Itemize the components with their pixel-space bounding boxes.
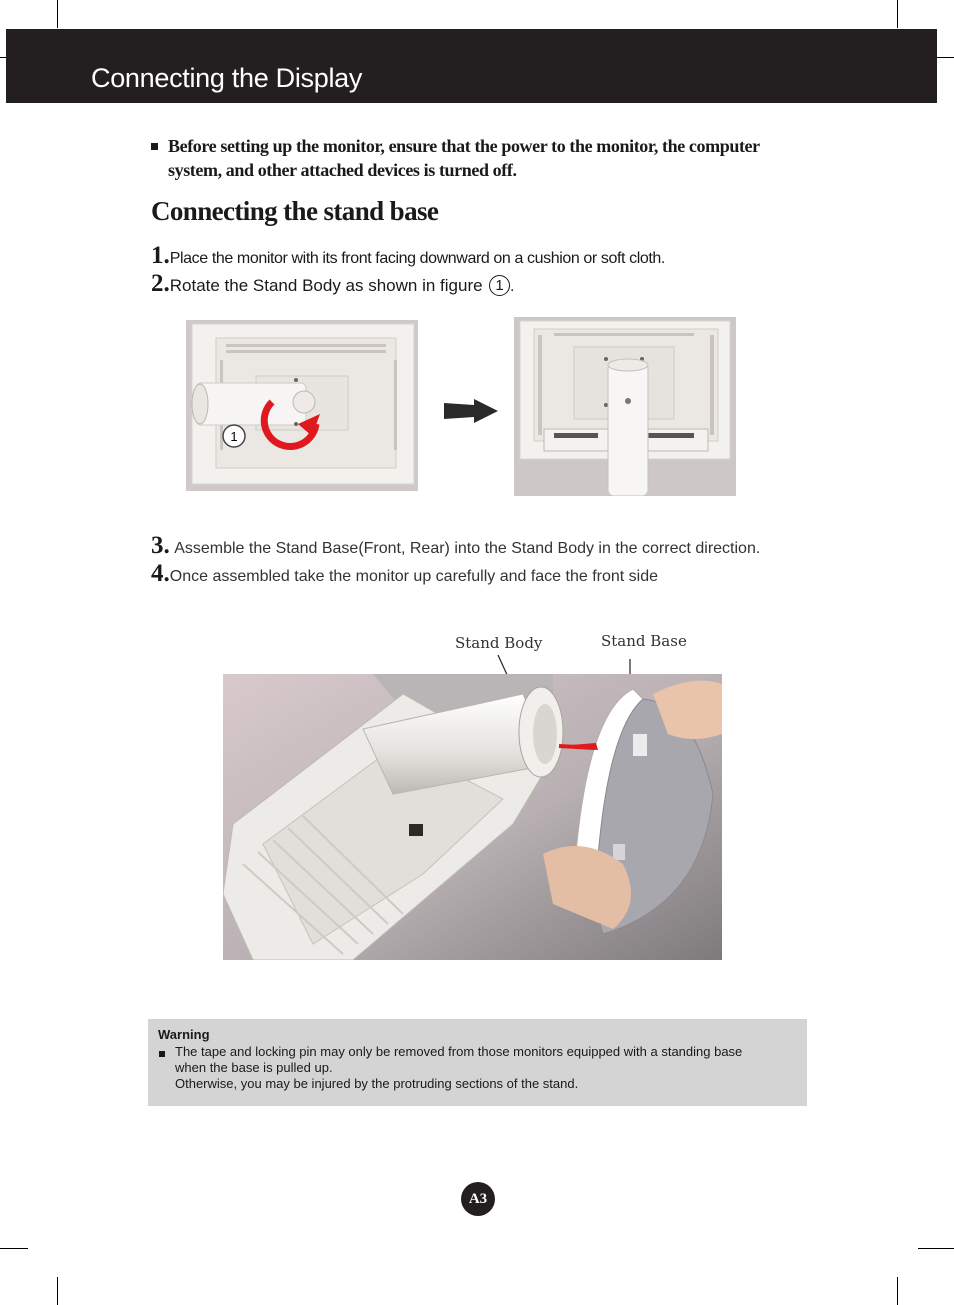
- step-text: Assemble the Stand Base(Front, Rear) into the Stand Body in the correct direction.: [174, 540, 761, 557]
- section-title: Connecting the stand base: [151, 196, 439, 226]
- crop-mark: [0, 1248, 28, 1249]
- warning-line: when the base is pulled up.: [175, 1060, 333, 1075]
- step-1: [151, 242, 665, 270]
- page-title: Connecting the Display: [91, 63, 363, 93]
- label-stand-base: Stand Base: [601, 632, 687, 650]
- step-2: [151, 270, 514, 298]
- notice-text: Before setting up the monitor, ensure that the power to the monitor, the computer system, and other attached devices is turned off.: [168, 136, 760, 180]
- crop-mark: [937, 57, 954, 58]
- step-suffix: .: [510, 278, 515, 295]
- step-text: Rotate the Stand Body as shown in figure: [169, 276, 483, 295]
- crop-mark: [918, 1248, 954, 1249]
- warning-line: The tape and locking pin may only be removed from those monitors equipped with a standing base: [175, 1044, 743, 1059]
- step-text: Once assembled take the monitor up carefully and face the front side: [169, 568, 659, 585]
- step-text: Place the monitor with its front facing downward on a cushion or soft cloth.: [169, 250, 665, 267]
- step-number: 1.: [151, 242, 170, 269]
- right-arrow-icon: [444, 399, 498, 423]
- page-number-badge: A3: [461, 1182, 495, 1216]
- figure-rotate-after: [514, 317, 736, 496]
- crop-mark: [57, 0, 58, 28]
- crop-mark: [897, 0, 898, 28]
- header-bar: [6, 29, 937, 103]
- crop-mark: [57, 1277, 58, 1305]
- figure-ref-badge: 1: [489, 275, 510, 296]
- step-number: 4.: [151, 560, 170, 587]
- warning-box: [148, 1019, 807, 1106]
- figure-marker: 1: [230, 429, 238, 444]
- figure-assemble-stand: [223, 674, 722, 960]
- label-stand-body: Stand Body: [455, 634, 543, 652]
- step-3: [151, 532, 760, 560]
- warning-title: Warning: [158, 1027, 210, 1042]
- bullet-icon: [159, 1051, 165, 1057]
- figure-rotate-before: [186, 320, 418, 491]
- power-off-notice: [151, 134, 811, 182]
- step-4: [151, 560, 658, 588]
- bullet-icon: [151, 143, 158, 150]
- step-number: 3.: [151, 532, 170, 559]
- step-number: 2.: [151, 270, 170, 297]
- warning-line: Otherwise, you may be injured by the protruding sections of the stand.: [175, 1076, 579, 1091]
- crop-mark: [897, 1277, 898, 1305]
